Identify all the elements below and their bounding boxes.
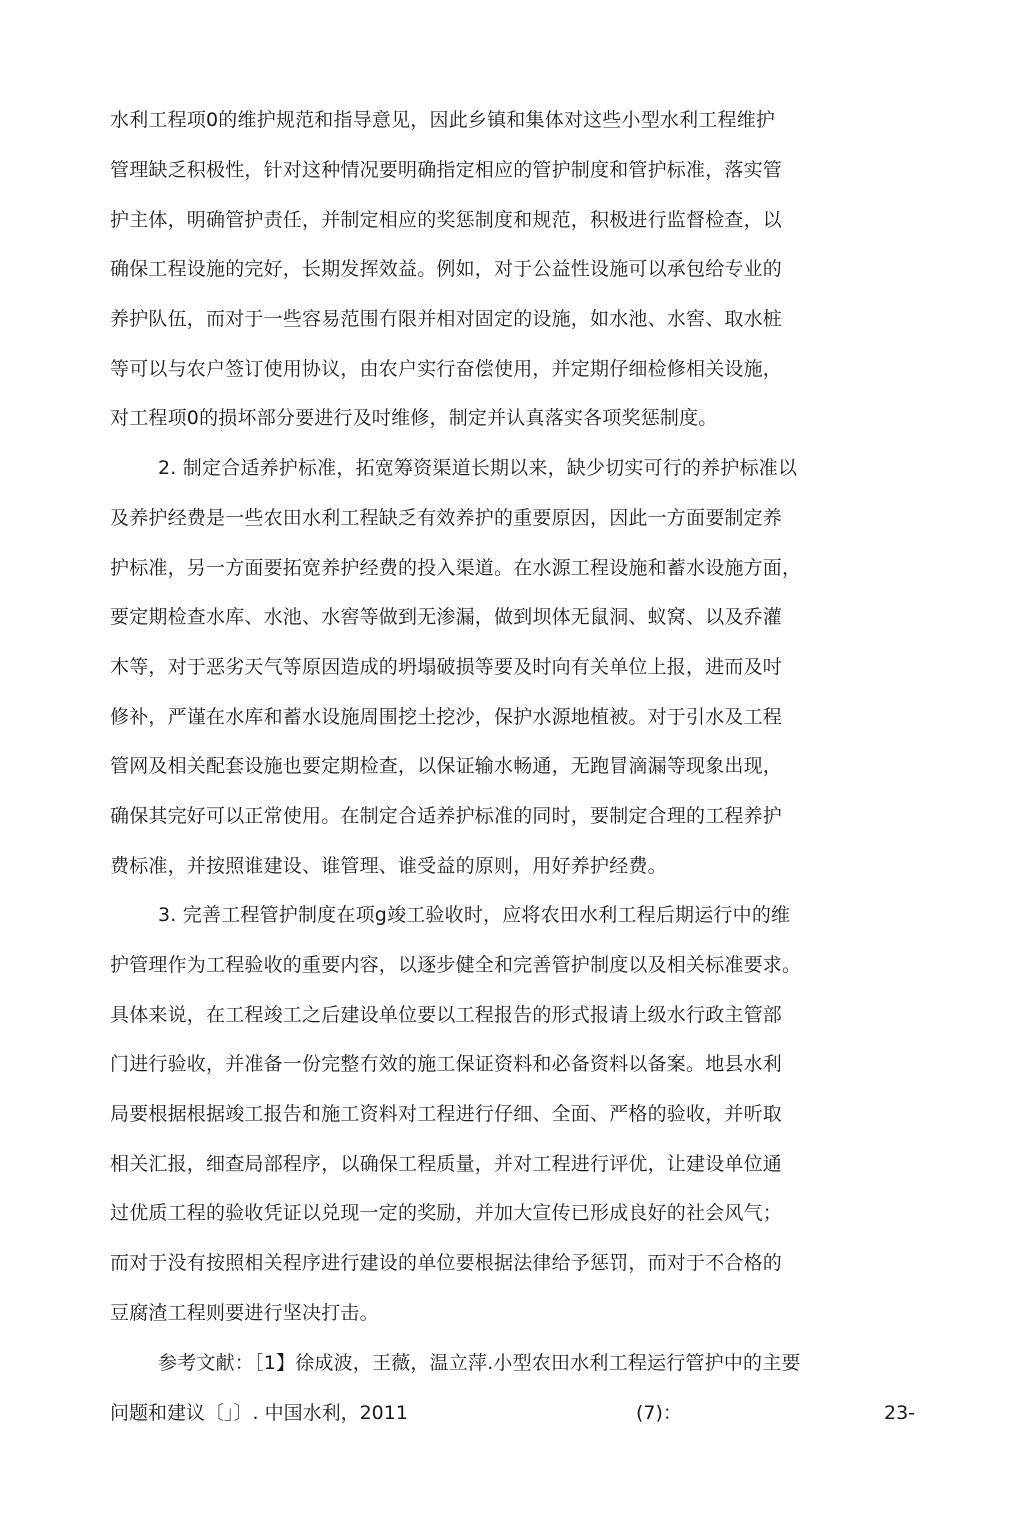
text-line: 管网及相关配套设施也要定期检查，以保证输水畅通，无跑冒滴漏等现象出现，	[110, 755, 783, 777]
paragraph-heading-3: 3. 完善工程管护制度在项g竣工验收时，应将农田水利工程后期运行中的维	[158, 904, 791, 926]
text-line: 修补，严谨在水库和蓄水设施周围挖土挖沙，保护水源地植被。对于引水及工程	[110, 706, 783, 728]
text-line: 确保其完好可以正常使用。在制定合适养护标准的同时，要制定合理的工程养护	[110, 805, 783, 827]
text-line: 而对于没有按照相关程序进行建设的单位要根据法律给予惩罚，而对于不合格的	[110, 1252, 783, 1274]
text-line: 相关汇报，细查局部程序，以确保工程质量，并对工程进行评优，让建设单位通	[110, 1153, 783, 1175]
text-line: 及养护经费是一些农田水利工程缺乏有效养护的重要原因，因此一方面要制定养	[110, 507, 783, 529]
reference-citation: 问题和建议〔」〕. 中国水利，2011	[110, 1402, 408, 1424]
text-line: 护管理作为工程验收的重要内容，以逐步健全和完善管护制度以及相关标准要求。	[110, 954, 802, 976]
text-line: 费标准，并按照谁建设、谁管理、谁受益的原则，用好养护经费。	[110, 855, 667, 877]
text-line: 门进行验收，并准备一份完整冇效的施工保证资料和必备资料以备案。地县水利	[110, 1053, 783, 1075]
text-line: 具体来说，在工程竣工之后建设单位要以工程报告的形式报请上级水行政主管部	[110, 1004, 783, 1026]
text-line: 木等，对于恶劣天气等原因造成的坍塌破损等要及时向有关单位上报，进而及吋	[110, 656, 783, 678]
text-line: 护主体，明确管护责任，并制定相应的奖惩制度和规范，积极进行监督检查，以	[110, 209, 783, 231]
reference-issue: (7)：	[636, 1402, 682, 1424]
text-line: 要定期检查水库、水池、水窖等做到无渗漏，做到坝体无鼠洞、蚁窝、以及乔灌	[110, 606, 783, 628]
reference-line: 参考文献：［1】徐成波，王薇，温立萍.小型农田水利工程运行管护中的主要	[158, 1352, 801, 1374]
text-line: 等可以与农户签订使用协议，由农户实行奋偿使用，并定期仔细检修相关设施，	[110, 358, 783, 380]
text-line: 对工程项0的损坏部分要进行及吋维修，制定并认真落实各项奖惩制度。	[110, 407, 718, 429]
text-line: 过优质工程的验收凭证以兑现一定的奖励，并加大宣传已形成良好的社会风气；	[110, 1202, 783, 1224]
text-line: 水利工程项0的维护规范和指导意见，因此乡镇和集体对这些小型水利工程维护	[110, 109, 776, 131]
text-line: 管理缺乏积极性，针对这种情况要明确指定相应的管护制度和管护标准，落实管	[110, 159, 783, 181]
text-line: 确保工程设施的完好，长期发挥效益。例如，对于公益性设施可以承包给专业的	[110, 258, 783, 280]
text-line: 局要根据根据竣工报告和施工资料对工程进行仔细、全面、严格的验收，并听取	[110, 1103, 783, 1125]
reference-page: 23-	[884, 1402, 916, 1424]
text-line: 养护队伍，而对于一些容易范围冇限并相对固定的设施，如水池、水窖、取水桩	[110, 308, 783, 330]
text-line: 护标准，另一方面要拓宽养护经费的投入渠道。在水源工程设施和蓄水设施方面，	[110, 557, 802, 579]
text-line: 豆腐渣工程则要进行坚决打击。	[110, 1302, 379, 1324]
paragraph-heading-2: 2. 制定合适养护标准，拓宽筹资渠道长期以来，缺少切实可行的养护标准以	[158, 457, 798, 479]
